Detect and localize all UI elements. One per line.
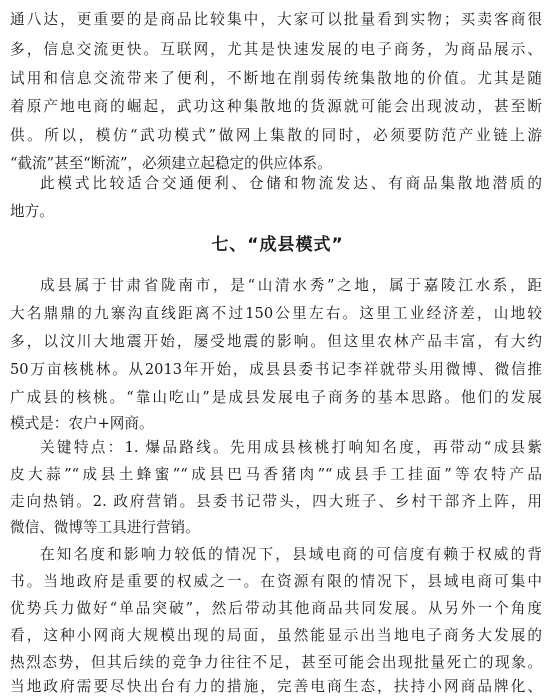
paragraph-5-line-5: 热烈态势，但其后续的竞争力往往不足，甚至可能会出现批量死亡的现象。 (10, 654, 542, 671)
paragraph-4-line-4: 微信、微博等工具进行营销。 (10, 519, 200, 536)
paragraph-5-line-1: 在知名度和影响力较低的情况下，县域电商的可信度有赖于权威的背 (40, 546, 542, 563)
paragraph-3-line-1: 成县属于甘肃省陇南市，是“山清水秀”之地，属于嘉陵江水系，距 (40, 277, 542, 294)
paragraph-1-line-2: 多，信息交流更快。互联网，尤其是快速发展的电子商务，为商品展示、 (10, 41, 542, 58)
paragraph-5-line-2: 书。当地政府是重要的权威之一。在资源有限的情况下，县域电商可集中 (10, 573, 542, 590)
paragraph-4-line-3: 走向热销。2. 政府营销。县委书记带头，四大班子、乡村干部齐上阵，用 (10, 493, 542, 510)
paragraph-1-line-4: 着原产地电商的崛起，武功这种集散地的货源就可能会出现波动，甚至断 (10, 98, 542, 115)
paragraph-3-line-3: 多，以汶川大地震开始，屡受地震的影响。但这里农林产品丰富，有大约 (10, 333, 542, 350)
paragraph-5-line-6: 当地政府需要尽快出台有力的措施，完善电商生态，扶持小网商品牌化、 (10, 678, 542, 695)
paragraph-4-line-1: 关键特点：1. 爆品路线。先用成县核桃打响知名度，再带动“成县紫 (40, 439, 542, 456)
paragraph-1-line-6: “截流”甚至“断流”，必须建立起稳定的供应体系。 (10, 155, 332, 172)
paragraph-5-line-4: 看，这种小网商大规模出现的局面，虽然能显示出当地电子商务大发展的 (10, 627, 542, 644)
paragraph-4-line-2: 皮大蒜”“成县土蜂蜜”“成县巴马香猪肉”“成县手工挂面”等农特产品 (10, 466, 542, 483)
paragraph-1-line-5: 供。所以，模仿“武功模式”做网上集散的同时，必须要防范产业链上游 (10, 127, 542, 144)
paragraph-3-line-6: 模式是：农户+网商。 (10, 415, 154, 432)
paragraph-2-line-2: 地方。 (10, 203, 54, 220)
paragraph-1-line-3: 试用和信息交流带来了便利，不断地在削弱传统集散地的价值。尤其是随 (10, 70, 542, 87)
paragraph-3-line-2: 大名鼎鼎的九寨沟直线距离不过150公里左右。这里工业经济差，山地较 (10, 305, 542, 322)
paragraph-5-line-3: 优势兵力做好“单品突破”，然后带动其他商品共同发展。从另外一个角度 (10, 600, 542, 617)
paragraph-3-line-4: 50万亩核桃林。从2013年开始，成县县委书记李祥就带头用微博、微信推 (10, 361, 542, 378)
section-heading: 七、“成县模式” (211, 235, 344, 255)
paragraph-2-line-1: 此模式比较适合交通便利、仓储和物流发达、有商品集散地潜质的 (40, 175, 542, 192)
paragraph-1-line-1: 通八达，更重要的是商品比较集中，大家可以批量看到实物；买卖客商很 (10, 11, 542, 28)
paragraph-3-line-5: 广成县的核桃。“靠山吃山”是成县发展电子商务的基本思路。他们的发展 (10, 389, 542, 406)
